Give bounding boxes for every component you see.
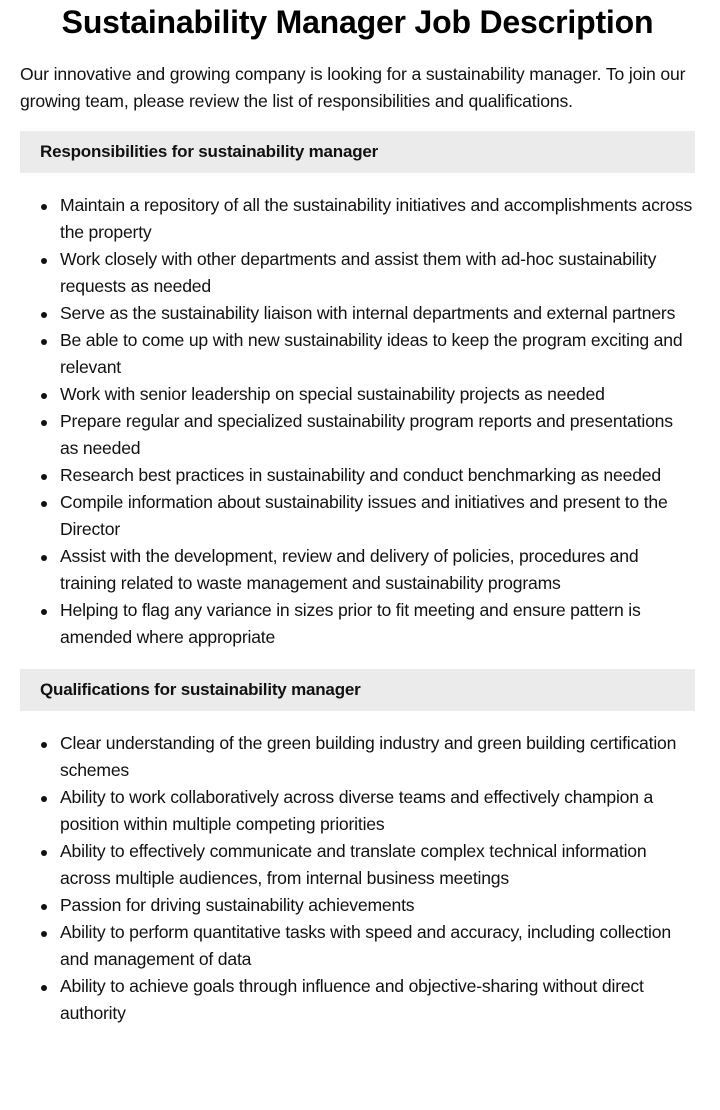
list-item-text: Ability to work collaboratively across diverse teams and effectively champion a position within multiple competing priorities <box>60 787 654 834</box>
list-item <box>20 381 695 408</box>
list-item-text: Research best practices in sustainability and conduct benchmarking as needed <box>60 465 661 485</box>
intro-paragraph: Our innovative and growing company is looking for a sustainability manager. To join our growing team, please review the list of responsibilities and qualifications. <box>20 64 686 111</box>
qualifications-section <box>20 669 695 1027</box>
list-item <box>20 192 695 246</box>
list-item-text: Ability to effectively communicate and translate complex technical information across multiple audiences, from internal business meetings <box>60 841 647 888</box>
qualifications-heading: Qualifications for sustainability manager <box>20 669 695 711</box>
list-item-text: Work closely with other departments and assist them with ad-hoc sustainability requests as needed <box>60 249 657 296</box>
bullet-icon <box>41 474 47 480</box>
list-item-text: Passion for driving sustainability achievements <box>60 895 415 915</box>
responsibilities-section <box>20 131 695 651</box>
bullet-icon <box>41 904 47 910</box>
list-item <box>20 543 695 597</box>
bullet-icon <box>41 850 47 856</box>
bullet-icon <box>41 420 47 426</box>
bullet-icon <box>41 931 47 937</box>
list-item-text: Clear understanding of the green building industry and green building certification schemes <box>60 733 677 780</box>
list-item-text: Maintain a repository of all the sustainability initiatives and accomplishments across the property <box>60 195 693 242</box>
responsibilities-list <box>20 192 695 651</box>
list-item <box>20 489 695 543</box>
bullet-icon <box>41 501 47 507</box>
bullet-icon <box>41 609 47 615</box>
list-item-text: Serve as the sustainability liaison with internal departments and external partners <box>60 303 676 323</box>
list-item <box>20 246 695 300</box>
list-item-text: Assist with the development, review and delivery of policies, procedures and training related to waste management and sustainability programs <box>60 546 639 593</box>
list-item-text: Work with senior leadership on special sustainability projects as needed <box>60 384 605 404</box>
responsibilities-heading: Responsibilities for sustainability manager <box>20 131 695 173</box>
bullet-icon <box>41 742 47 748</box>
list-item-text: Be able to come up with new sustainability ideas to keep the program exciting and relevant <box>60 330 683 377</box>
list-item <box>20 838 695 892</box>
bullet-icon <box>41 258 47 264</box>
list-item <box>20 327 695 381</box>
list-item-text: Prepare regular and specialized sustainability program reports and presentations as needed <box>60 411 673 458</box>
list-item <box>20 973 695 1027</box>
bullet-icon <box>41 985 47 991</box>
list-item <box>20 784 695 838</box>
bullet-icon <box>41 393 47 399</box>
list-item <box>20 919 695 973</box>
list-item-text: Ability to achieve goals through influence and objective-sharing without direct authority <box>60 976 644 1023</box>
bullet-icon <box>41 555 47 561</box>
bullet-icon <box>41 204 47 210</box>
bullet-icon <box>41 339 47 345</box>
list-item <box>20 408 695 462</box>
list-item <box>20 730 695 784</box>
list-item <box>20 300 695 327</box>
bullet-icon <box>41 796 47 802</box>
list-item-text: Compile information about sustainability issues and initiatives and present to the Director <box>60 492 668 539</box>
qualifications-list <box>20 730 695 1027</box>
bullet-icon <box>41 312 47 318</box>
list-item <box>20 462 695 489</box>
page-title: Sustainability Manager Job Description <box>61 4 654 40</box>
list-item-text: Ability to perform quantitative tasks with speed and accuracy, including collection and management of data <box>60 922 671 969</box>
list-item <box>20 597 695 651</box>
list-item-text: Helping to flag any variance in sizes prior to fit meeting and ensure pattern is amended where appropriate <box>60 600 641 647</box>
list-item <box>20 892 695 919</box>
